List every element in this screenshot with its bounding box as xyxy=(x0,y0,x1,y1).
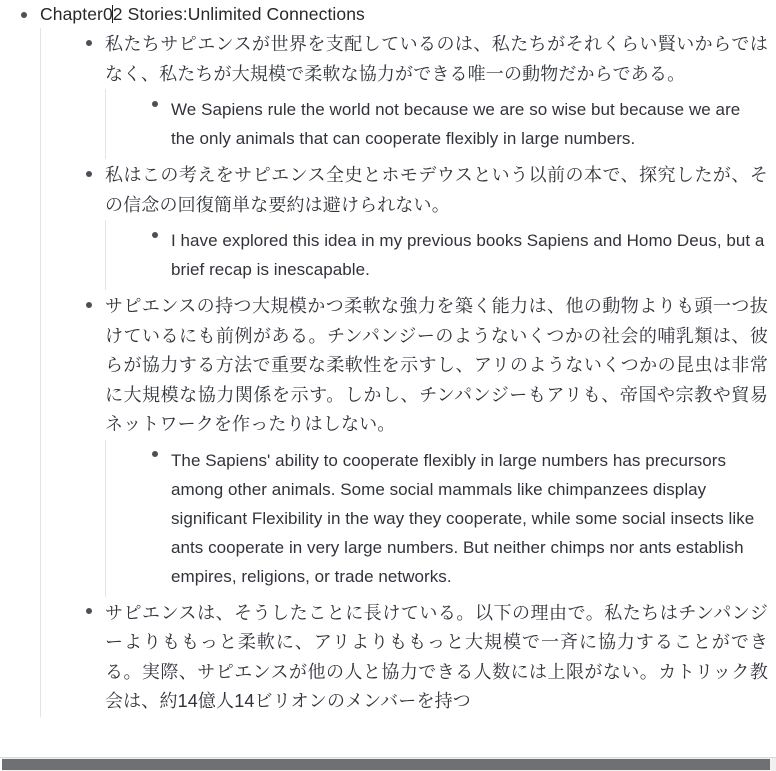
bullet-dot-icon xyxy=(21,12,27,18)
paragraph-ja-2[interactable]: 私はこの考えをサピエンス全史とホモデウスという以前の本で、探究したが、その信念の回復簡単な要約は避けられない。 xyxy=(105,165,768,215)
outline-item-ja-2[interactable] xyxy=(83,159,776,290)
outline-item-ja-3[interactable] xyxy=(83,290,776,597)
outline-child-list xyxy=(40,28,776,717)
paragraph-en-2[interactable]: I have explored this idea in my previous books Sapiens and Homo Deus, but a brief recap is inescapable. xyxy=(171,231,765,279)
bullet-dot-icon xyxy=(86,40,92,46)
outline-item-en-2[interactable] xyxy=(149,220,776,290)
scrollbar-track-cap xyxy=(0,758,2,771)
paragraph-en-1[interactable]: We Sapiens rule the world not because we are so wise but because we are the only animals that can cooperate flexibly in large numbers. xyxy=(171,100,741,148)
outline-item-ja-4[interactable] xyxy=(83,597,776,717)
outline-grandchild-list xyxy=(105,220,776,290)
chapter-title-text[interactable] xyxy=(40,0,776,28)
chapter-title-after-caret: 2 Stories:Unlimited Connections xyxy=(112,4,365,24)
paragraph-en-3[interactable]: The Sapiens' ability to cooperate flexibly in large numbers has precursors among other animals. Some social mammals like chimpanzees display significant Flexibility in the way they cooperate, while some social insects like ants cooperate in very large numbers. But neither chimps nor ants establish empires, religions, or trade networks. xyxy=(171,450,755,586)
horizontal-scrollbar[interactable] xyxy=(0,757,776,771)
horizontal-scrollbar-thumb[interactable] xyxy=(0,759,770,770)
paragraph-ja-1[interactable]: 私たちサピエンスが世界を支配しているのは、私たちがそれくらい賢いからではなく、私たちが大規模で柔軟な協力ができる唯一の動物だからである。 xyxy=(105,34,768,84)
chapter-title-before-caret: Chapter0 xyxy=(40,4,113,24)
outline-item-chapter-title[interactable] xyxy=(18,0,776,718)
outline-item-ja-1[interactable] xyxy=(83,28,776,159)
bullet-dot-icon xyxy=(86,171,92,177)
outline-grandchild-list xyxy=(105,89,776,159)
paragraph-ja-3[interactable]: サピエンスの持つ大規模かつ柔軟な強力を築く能力は、他の動物よりも頭一つ抜けているにも前例がある。チンパンジーのようないくつかの社会的哺乳類は、彼らが協力する方法で重要な柔軟性を示すし、アリのようないくつかの昆虫は非常に大規模な協力関係を示す。しかし、チンパンジーもアリも、帝国や宗教や貿易ネットワークを作ったりはしない。 xyxy=(105,296,768,434)
bullet-dot-icon xyxy=(86,302,92,308)
outline-item-en-1[interactable] xyxy=(149,89,776,159)
bullet-dot-icon xyxy=(152,451,158,457)
outline-item-en-3[interactable] xyxy=(149,440,776,597)
paragraph-ja-4[interactable]: サピエンスは、そうしたことに長けている。以下の理由で。私たちはチンパンジーよりももっと柔軟に、アリよりももっと大規模で一斉に協力することができる。実際、サピエンスが他の人と協力できる人数には上限がない。カトリック教会は、約14億人14ビリオンのメンバーを持つ xyxy=(105,602,768,711)
bullet-dot-icon xyxy=(86,608,92,614)
bullet-dot-icon xyxy=(152,101,158,107)
bullet-dot-icon xyxy=(152,232,158,238)
outline-grandchild-list xyxy=(105,440,776,597)
